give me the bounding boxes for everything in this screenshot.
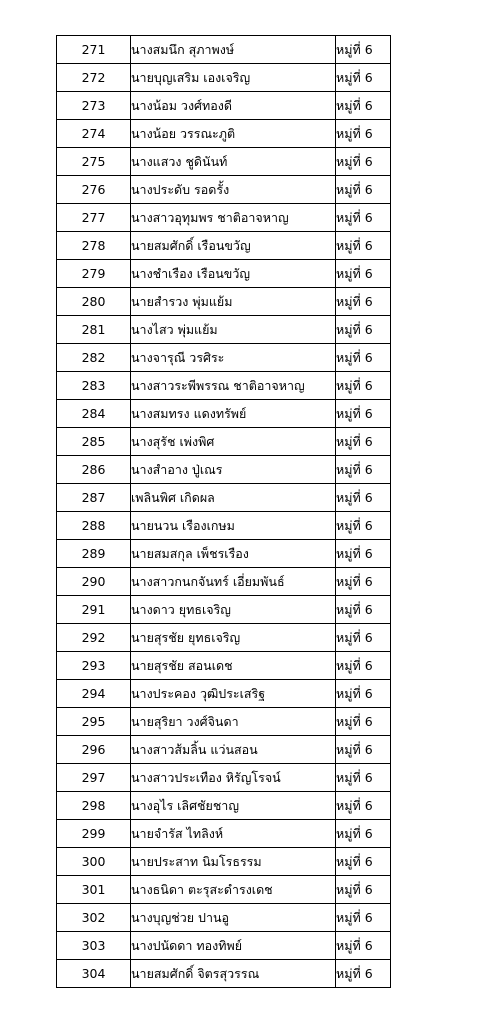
row-number: 298: [57, 792, 131, 820]
table-row: [57, 876, 391, 904]
roster-body: [57, 36, 391, 988]
village-number: หมู่ที่ 6: [336, 316, 391, 344]
row-number: 275: [57, 148, 131, 176]
village-number: หมู่ที่ 6: [336, 652, 391, 680]
person-name: นางไสว พุ่มแย้ม: [131, 316, 336, 344]
person-name: นางสมนึก สุภาพงษ์: [131, 36, 336, 64]
person-name: นางสมทรง แดงทรัพย์: [131, 400, 336, 428]
person-name: นายประสาท นิมโรธรรม: [131, 848, 336, 876]
village-number: หมู่ที่ 6: [336, 820, 391, 848]
village-number: หมู่ที่ 6: [336, 848, 391, 876]
row-number: 286: [57, 456, 131, 484]
row-number: 271: [57, 36, 131, 64]
person-name: นางบุญช่วย ปานอู: [131, 904, 336, 932]
table-row: [57, 428, 391, 456]
village-number: หมู่ที่ 6: [336, 372, 391, 400]
row-number: 290: [57, 568, 131, 596]
row-number: 302: [57, 904, 131, 932]
person-name: นางสาวประเทือง หิรัญโรจน์: [131, 764, 336, 792]
person-name: นางจารุณี วรศิระ: [131, 344, 336, 372]
row-number: 300: [57, 848, 131, 876]
row-number: 291: [57, 596, 131, 624]
village-number: หมู่ที่ 6: [336, 568, 391, 596]
table-row: [57, 820, 391, 848]
roster-table: [56, 35, 391, 988]
row-number: 295: [57, 708, 131, 736]
row-number: 304: [57, 960, 131, 988]
person-name: นางสุรัช เพ่งพิศ: [131, 428, 336, 456]
row-number: 303: [57, 932, 131, 960]
village-number: หมู่ที่ 6: [336, 792, 391, 820]
row-number: 287: [57, 484, 131, 512]
table-row: [57, 736, 391, 764]
person-name: นายสมสกุล เพ็ชรเรือง: [131, 540, 336, 568]
village-number: หมู่ที่ 6: [336, 260, 391, 288]
row-number: 276: [57, 176, 131, 204]
table-row: [57, 372, 391, 400]
table-row: [57, 456, 391, 484]
table-row: [57, 764, 391, 792]
village-number: หมู่ที่ 6: [336, 876, 391, 904]
table-row: [57, 624, 391, 652]
table-row: [57, 568, 391, 596]
table-row: [57, 960, 391, 988]
person-name: นางสาวกนกจันทร์ เอี่ยมพันธ์: [131, 568, 336, 596]
person-name: นางธนิดา ตะรุสะดำรงเดช: [131, 876, 336, 904]
person-name: นางแสวง ชูดินันท์: [131, 148, 336, 176]
person-name: นางสาวอุทุมพร ชาติอาจหาญ: [131, 204, 336, 232]
table-row: [57, 540, 391, 568]
person-name: นายสุรชัย ยุทธเจริญ: [131, 624, 336, 652]
table-row: [57, 932, 391, 960]
village-number: หมู่ที่ 6: [336, 204, 391, 232]
row-number: 297: [57, 764, 131, 792]
row-number: 278: [57, 232, 131, 260]
village-number: หมู่ที่ 6: [336, 64, 391, 92]
row-number: 288: [57, 512, 131, 540]
person-name: นางชำเรือง เรือนขวัญ: [131, 260, 336, 288]
table-row: [57, 708, 391, 736]
row-number: 274: [57, 120, 131, 148]
village-number: หมู่ที่ 6: [336, 708, 391, 736]
table-row: [57, 260, 391, 288]
table-row: [57, 848, 391, 876]
table-row: [57, 316, 391, 344]
person-name: นางประคอง วุฒิประเสริฐ: [131, 680, 336, 708]
table-row: [57, 596, 391, 624]
table-row: [57, 344, 391, 372]
person-name: นางน้อย วรรณะภูติ: [131, 120, 336, 148]
row-number: 285: [57, 428, 131, 456]
row-number: 272: [57, 64, 131, 92]
row-number: 301: [57, 876, 131, 904]
person-name: นายสุรชัย สอนเดช: [131, 652, 336, 680]
table-row: [57, 120, 391, 148]
table-row: [57, 680, 391, 708]
village-number: หมู่ที่ 6: [336, 960, 391, 988]
person-name: นางสำอาง ปู่เณร: [131, 456, 336, 484]
person-name: นายสุริยา วงศ์จินดา: [131, 708, 336, 736]
table-row: [57, 792, 391, 820]
village-number: หมู่ที่ 6: [336, 596, 391, 624]
person-name: เพลินพิศ เกิดผล: [131, 484, 336, 512]
row-number: 299: [57, 820, 131, 848]
row-number: 293: [57, 652, 131, 680]
person-name: นายจำรัส ไทลิงห์: [131, 820, 336, 848]
village-number: หมู่ที่ 6: [336, 540, 391, 568]
row-number: 279: [57, 260, 131, 288]
village-number: หมู่ที่ 6: [336, 120, 391, 148]
village-number: หมู่ที่ 6: [336, 736, 391, 764]
village-number: หมู่ที่ 6: [336, 176, 391, 204]
village-number: หมู่ที่ 6: [336, 428, 391, 456]
village-number: หมู่ที่ 6: [336, 92, 391, 120]
village-number: หมู่ที่ 6: [336, 344, 391, 372]
row-number: 281: [57, 316, 131, 344]
table-row: [57, 232, 391, 260]
village-number: หมู่ที่ 6: [336, 400, 391, 428]
row-number: 289: [57, 540, 131, 568]
person-name: นางสาวส้มลิ้น แว่นสอน: [131, 736, 336, 764]
person-name: นางสาวระพีพรรณ ชาติอาจหาญ: [131, 372, 336, 400]
row-number: 280: [57, 288, 131, 316]
table-row: [57, 36, 391, 64]
table-row: [57, 64, 391, 92]
table-row: [57, 92, 391, 120]
table-row: [57, 204, 391, 232]
table-row: [57, 484, 391, 512]
person-name: นายสำรวง พุ่มแย้ม: [131, 288, 336, 316]
village-number: หมู่ที่ 6: [336, 36, 391, 64]
person-name: นางประดับ รอดรั้ง: [131, 176, 336, 204]
row-number: 296: [57, 736, 131, 764]
person-name: นางน้อม วงศ์ทองดี: [131, 92, 336, 120]
village-number: หมู่ที่ 6: [336, 288, 391, 316]
person-name: นางอุไร เลิศชัยชาญ: [131, 792, 336, 820]
person-name: นางปนัดดา ทองทิพย์: [131, 932, 336, 960]
row-number: 284: [57, 400, 131, 428]
table-row: [57, 148, 391, 176]
row-number: 273: [57, 92, 131, 120]
table-row: [57, 288, 391, 316]
row-number: 294: [57, 680, 131, 708]
village-number: หมู่ที่ 6: [336, 932, 391, 960]
village-number: หมู่ที่ 6: [336, 512, 391, 540]
table-row: [57, 904, 391, 932]
table-row: [57, 512, 391, 540]
table-row: [57, 176, 391, 204]
table-row: [57, 400, 391, 428]
village-number: หมู่ที่ 6: [336, 624, 391, 652]
village-number: หมู่ที่ 6: [336, 680, 391, 708]
person-name: นายบุญเสริม เองเจริญ: [131, 64, 336, 92]
person-name: นางดาว ยุทธเจริญ: [131, 596, 336, 624]
row-number: 277: [57, 204, 131, 232]
village-number: หมู่ที่ 6: [336, 456, 391, 484]
row-number: 282: [57, 344, 131, 372]
person-name: นายสมศักดิ์ จิตรสุวรรณ: [131, 960, 336, 988]
person-name: นายสมศักดิ์ เรือนขวัญ: [131, 232, 336, 260]
row-number: 292: [57, 624, 131, 652]
row-number: 283: [57, 372, 131, 400]
village-number: หมู่ที่ 6: [336, 764, 391, 792]
table-row: [57, 652, 391, 680]
village-number: หมู่ที่ 6: [336, 232, 391, 260]
village-number: หมู่ที่ 6: [336, 484, 391, 512]
village-number: หมู่ที่ 6: [336, 904, 391, 932]
village-number: หมู่ที่ 6: [336, 148, 391, 176]
person-name: นายนวน เรืองเกษม: [131, 512, 336, 540]
